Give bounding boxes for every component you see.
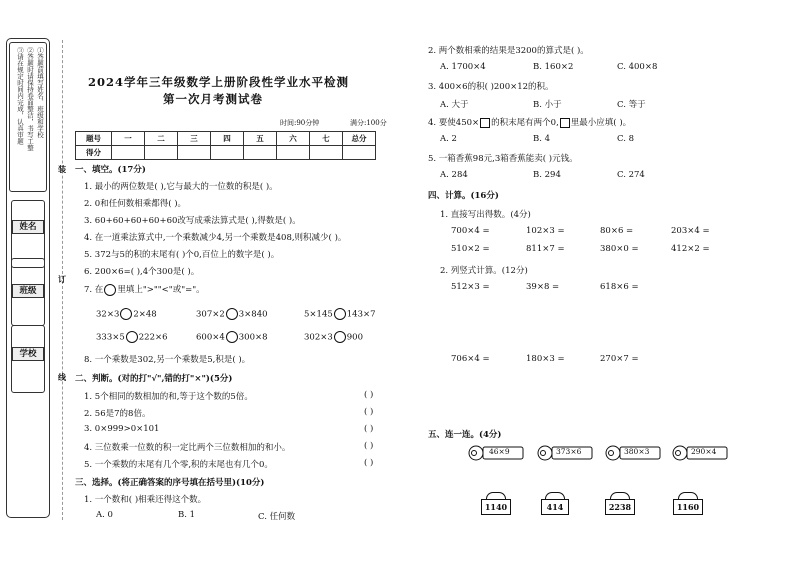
lock-shackle-icon bbox=[678, 492, 698, 499]
choice-option[interactable]: C. 等于 bbox=[617, 100, 646, 110]
notice-line: ③请在规定时间内完成，认真审题 bbox=[16, 47, 24, 145]
judge-item: 2. 56是7的8倍。 bbox=[84, 409, 151, 419]
section-heading: 一、填空。(17分) bbox=[75, 165, 146, 175]
score-cell[interactable] bbox=[112, 146, 145, 160]
section-heading: 三、选择。(将正确答案的序号填在括号里)(10分) bbox=[75, 478, 265, 488]
compare-right: 900 bbox=[346, 332, 363, 343]
compare-item bbox=[304, 308, 376, 320]
score-table bbox=[75, 131, 376, 160]
score-header: 六 bbox=[277, 132, 310, 146]
key-item[interactable] bbox=[603, 445, 663, 464]
key-label: 290×4 bbox=[691, 447, 717, 456]
key-item[interactable] bbox=[535, 445, 595, 464]
exam-subtitle: 第一次月考测试卷 bbox=[163, 92, 263, 106]
section-heading: 四、计算。(16分) bbox=[428, 191, 499, 201]
vertical-calc: 39×8 = bbox=[526, 282, 560, 292]
compare-circle[interactable] bbox=[120, 308, 132, 320]
choice-option[interactable]: C. 8 bbox=[617, 134, 635, 144]
score-header: 一 bbox=[112, 132, 145, 146]
question bbox=[84, 283, 205, 296]
compare-circle[interactable] bbox=[334, 331, 346, 343]
lock-shackle-icon bbox=[486, 492, 506, 499]
lock-shackle-icon bbox=[545, 492, 565, 499]
compare-left: 302×3 bbox=[304, 332, 333, 343]
circle-blank-icon bbox=[104, 284, 116, 296]
lock-value: 1140 bbox=[481, 499, 511, 515]
compare-circle[interactable] bbox=[226, 308, 238, 320]
answer-paren[interactable]: ( ) bbox=[364, 458, 374, 468]
lock-item[interactable] bbox=[673, 492, 703, 515]
square-blank-icon bbox=[560, 118, 570, 128]
calc-item: 203×4 = bbox=[671, 226, 710, 236]
vertical-calc: 180×3 = bbox=[526, 354, 565, 364]
choice-option[interactable]: A. 284 bbox=[440, 170, 468, 180]
compare-left: 307×2 bbox=[196, 309, 225, 320]
choice-option[interactable]: A. 0 bbox=[96, 510, 113, 520]
score-cell[interactable] bbox=[277, 146, 310, 160]
answer-paren[interactable]: ( ) bbox=[364, 441, 374, 451]
answer-paren[interactable]: ( ) bbox=[364, 424, 374, 434]
score-header: 五 bbox=[244, 132, 277, 146]
score-header: 四 bbox=[211, 132, 244, 146]
vertical-calc: 512×3 = bbox=[451, 282, 490, 292]
notice-line: ②答题时请保持卷面整洁，书写工整 bbox=[26, 47, 34, 151]
judge-item: 5. 一个乘数的末尾有几个零,积的末尾也有几个0。 bbox=[84, 460, 273, 470]
score-header: 题号 bbox=[76, 132, 112, 146]
calc-item: 510×2 = bbox=[451, 244, 490, 254]
question: 6. 200×6=( ),4个300是( )。 bbox=[84, 267, 200, 277]
score-row-label: 得分 bbox=[76, 146, 112, 160]
score-cell[interactable] bbox=[244, 146, 277, 160]
choice-option[interactable]: C. 任何数 bbox=[258, 512, 296, 522]
calc-item: 700×4 = bbox=[451, 226, 490, 236]
choice-option[interactable]: A. 1700×4 bbox=[440, 62, 486, 72]
class-label: 班级 bbox=[12, 284, 44, 298]
calc-item: 80×6 = bbox=[600, 226, 634, 236]
compare-right: 300×8 bbox=[238, 332, 268, 343]
compare-left: 333×5 bbox=[96, 332, 125, 343]
compare-left: 32×3 bbox=[96, 309, 120, 320]
question: 1. 最小的两位数是( ),它与最大的一位数的积是( )。 bbox=[84, 182, 278, 192]
compare-item bbox=[196, 331, 268, 343]
compare-item bbox=[196, 308, 268, 320]
name-label: 姓名 bbox=[12, 220, 44, 234]
sub-heading: 2. 列竖式计算。(12分) bbox=[440, 266, 528, 276]
choice-option[interactable]: B. 160×2 bbox=[533, 62, 574, 72]
lock-shackle-icon bbox=[610, 492, 630, 499]
compare-circle[interactable] bbox=[334, 308, 346, 320]
compare-right: 2×48 bbox=[133, 309, 157, 320]
q7-suffix: 里填上">""<"或"="。 bbox=[117, 285, 205, 295]
choice-question bbox=[428, 116, 631, 128]
compare-circle[interactable] bbox=[126, 331, 138, 343]
score-header: 三 bbox=[178, 132, 211, 146]
score-cell[interactable] bbox=[178, 146, 211, 160]
lock-item[interactable] bbox=[605, 492, 635, 515]
question: 4. 在一道乘法算式中,一个乘数减少4,另一个乘数是408,则积减少( )。 bbox=[84, 233, 347, 243]
question: 2. 0和任何数相乘都得( )。 bbox=[84, 199, 187, 209]
calc-item: 380×0 = bbox=[600, 244, 639, 254]
exam-time: 时间:90分钟 bbox=[280, 119, 320, 127]
choice-option[interactable]: C. 274 bbox=[617, 170, 645, 180]
key-item[interactable] bbox=[670, 445, 730, 464]
seal-char: 订 bbox=[58, 274, 66, 284]
score-cell[interactable] bbox=[145, 146, 178, 160]
compare-circle[interactable] bbox=[226, 331, 238, 343]
exam-title: 2024学年三年级数学上册阶段性学业水平检测 bbox=[88, 75, 350, 89]
judge-item: 4. 三位数乘一位数的积一定比两个三位数相加的和小。 bbox=[84, 443, 291, 453]
key-item[interactable] bbox=[466, 445, 526, 464]
section-heading: 五、连一连。(4分) bbox=[428, 430, 502, 440]
choice-option[interactable]: B. 1 bbox=[178, 510, 196, 520]
key-label: 46×9 bbox=[489, 447, 510, 456]
square-blank-icon bbox=[480, 118, 490, 128]
compare-item bbox=[96, 308, 157, 320]
question: 3. 60+60+60+60+60改写成乘法算式是( ),得数是( )。 bbox=[84, 216, 301, 226]
q4-prefix: 4. 要使450× bbox=[428, 118, 480, 128]
compare-right: 222×6 bbox=[138, 332, 168, 343]
seal-char: 装 bbox=[58, 164, 66, 174]
score-cell[interactable] bbox=[211, 146, 244, 160]
score-header: 二 bbox=[145, 132, 178, 146]
notice-box bbox=[9, 42, 47, 192]
choice-option[interactable]: B. 4 bbox=[533, 134, 551, 144]
lock-item[interactable] bbox=[541, 492, 569, 515]
choice-option[interactable]: B. 294 bbox=[533, 170, 561, 180]
notice-line: ①答题前填写姓名、班级和学校 bbox=[36, 47, 44, 138]
score-header: 总分 bbox=[343, 132, 376, 146]
q4-mid: 的积末尾有两个0, bbox=[491, 118, 559, 128]
calc-item: 811×7 = bbox=[526, 244, 565, 254]
vertical-calc: 706×4 = bbox=[451, 354, 490, 364]
score-header: 七 bbox=[310, 132, 343, 146]
key-label: 373×6 bbox=[556, 447, 582, 456]
question: 8. 一个乘数是302,另一个乘数是5,积是( )。 bbox=[84, 355, 251, 365]
lock-value: 1160 bbox=[673, 499, 703, 515]
choice-question: 2. 两个数相乘的结果是3200的算式是( )。 bbox=[428, 46, 589, 56]
judge-item: 3. 0×999>0×101 bbox=[84, 424, 160, 434]
lock-value: 414 bbox=[541, 499, 569, 515]
school-label: 学校 bbox=[12, 347, 44, 361]
lock-value: 2238 bbox=[605, 499, 635, 515]
calc-item: 102×3 = bbox=[526, 226, 565, 236]
choice-option[interactable]: B. 小于 bbox=[533, 100, 562, 110]
q4-suffix: 里最小应填( )。 bbox=[570, 118, 632, 128]
choice-option[interactable]: A. 2 bbox=[440, 134, 457, 144]
key-label: 380×3 bbox=[624, 447, 650, 456]
exam-score: 满分:100分 bbox=[350, 119, 387, 127]
vertical-calc: 618×6 = bbox=[600, 282, 639, 292]
choice-question: 5. 一箱香蕉98元,3箱香蕉能卖( )元钱。 bbox=[428, 154, 578, 164]
score-cell[interactable] bbox=[310, 146, 343, 160]
lock-item[interactable] bbox=[481, 492, 511, 515]
compare-item bbox=[304, 331, 363, 343]
sub-heading: 1. 直接写出得数。(4分) bbox=[440, 210, 531, 220]
section-heading: 二、判断。(对的打"√",错的打"×")(5分) bbox=[75, 374, 233, 384]
compare-left: 600×4 bbox=[196, 332, 225, 343]
compare-left: 5×145 bbox=[304, 309, 333, 320]
choice-question: 1. 一个数和( )相乘还得这个数。 bbox=[84, 495, 207, 505]
answer-paren[interactable]: ( ) bbox=[364, 390, 374, 400]
calc-item: 412×2 = bbox=[671, 244, 710, 254]
choice-option[interactable]: C. 400×8 bbox=[617, 62, 658, 72]
compare-right: 3×840 bbox=[238, 309, 268, 320]
judge-item: 1. 5个相同的数相加的和,等于这个数的5倍。 bbox=[84, 392, 253, 402]
compare-item bbox=[96, 331, 168, 343]
choice-question: 3. 400×6的积( )200×12的积。 bbox=[428, 82, 554, 92]
q7-prefix: 7. 在 bbox=[84, 285, 104, 295]
answer-paren[interactable]: ( ) bbox=[364, 407, 374, 417]
choice-option[interactable]: A. 大于 bbox=[440, 100, 469, 110]
compare-right: 143×7 bbox=[346, 309, 376, 320]
vertical-calc: 270×7 = bbox=[600, 354, 639, 364]
score-cell[interactable] bbox=[343, 146, 376, 160]
seal-char: 线 bbox=[58, 372, 66, 382]
question: 5. 372与5的积的末尾有( )个0,百位上的数字是( )。 bbox=[84, 250, 280, 260]
